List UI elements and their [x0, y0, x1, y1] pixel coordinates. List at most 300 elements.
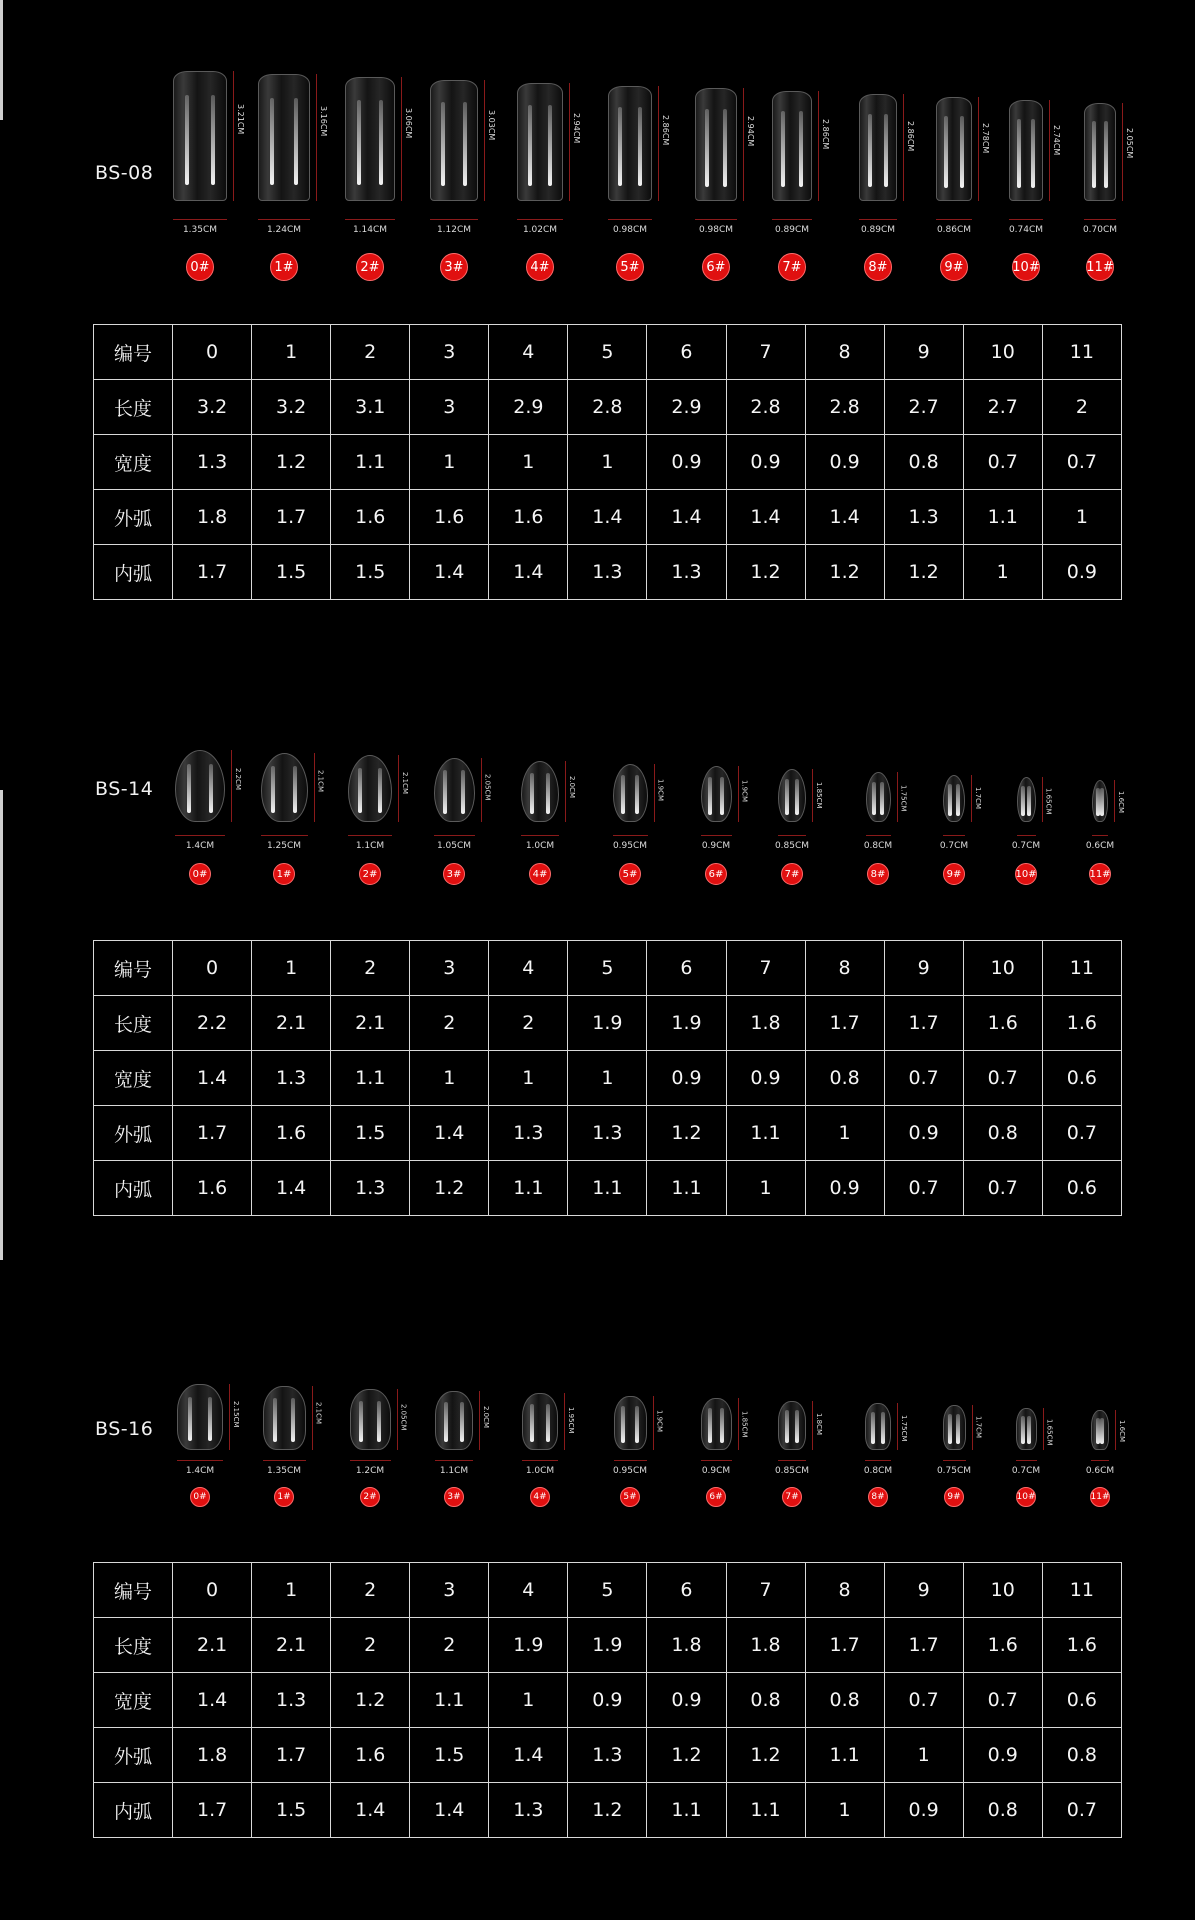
table-cell: 1.1 [726, 1783, 805, 1838]
nail-tip [838, 1380, 918, 1510]
length-label: 2.05CM [483, 774, 492, 801]
table-cell: 1.6 [489, 490, 568, 545]
table-cell: 10 [963, 1563, 1042, 1618]
table-cell: 0.9 [726, 435, 805, 490]
table-cell: 0.8 [884, 435, 963, 490]
table-row [94, 1783, 1122, 1838]
model-label: BS-16 [95, 1418, 154, 1440]
nail-tip [160, 1380, 240, 1510]
table-cell: 6 [647, 941, 726, 996]
row-label: 内弧 [94, 1783, 173, 1838]
length-label: 1.85CM [815, 782, 823, 809]
row-label: 编号 [94, 941, 173, 996]
table-cell: 0.9 [963, 1728, 1042, 1783]
table-cell: 0.9 [805, 1161, 884, 1216]
nail-tip [676, 1380, 756, 1510]
table-cell: 1.7 [173, 545, 252, 600]
width-label: 1.24CM [266, 225, 302, 235]
table-cell: 9 [884, 941, 963, 996]
table-cell: 2.8 [568, 380, 647, 435]
length-measure-line [972, 1405, 973, 1450]
table-cell: 2.9 [489, 380, 568, 435]
table-cell: 0.9 [647, 435, 726, 490]
width-label: 0.7CM [1011, 841, 1041, 851]
length-label: 2.05CM [1125, 128, 1134, 159]
length-measure-line [397, 1389, 398, 1450]
length-label: 2.1CM [401, 772, 409, 795]
length-label: 2.94CM [746, 116, 755, 147]
size-badge: 6# [706, 1487, 726, 1507]
size-badge: 8# [868, 1487, 888, 1507]
table-cell: 11 [1042, 325, 1121, 380]
nail-tip-image [177, 1384, 223, 1450]
length-label: 1.95CM [567, 1407, 575, 1434]
table-cell: 1.6 [331, 1728, 410, 1783]
row-label: 外弧 [94, 1106, 173, 1161]
width-measure-line [701, 1460, 732, 1461]
length-label: 1.75CM [899, 785, 908, 812]
width-label: 1.4CM [185, 1466, 215, 1476]
table-cell: 1 [489, 435, 568, 490]
nail-tip [590, 1380, 670, 1510]
table-cell: 1.3 [568, 545, 647, 600]
table-cell: 1.3 [568, 1106, 647, 1161]
table-cell: 0.7 [884, 1673, 963, 1728]
width-label: 0.89CM [860, 225, 896, 235]
width-label: 0.6CM [1085, 1466, 1115, 1476]
table-cell: 1.5 [331, 1106, 410, 1161]
table-cell: 0.7 [963, 1051, 1042, 1106]
table-cell: 1.4 [489, 1728, 568, 1783]
nail-tip-image [614, 1396, 647, 1450]
size-badge: 4# [526, 253, 554, 281]
size-badge: 9# [943, 863, 965, 885]
table-cell: 1.1 [805, 1728, 884, 1783]
table-cell: 4 [489, 1563, 568, 1618]
table-cell: 1.8 [726, 996, 805, 1051]
width-label: 1.02CM [522, 225, 558, 235]
size-badge: 7# [782, 1487, 802, 1507]
nail-tip-image [350, 1389, 391, 1450]
length-measure-line [229, 1384, 230, 1450]
table-cell: 1.7 [252, 490, 331, 545]
table-cell: 7 [726, 1563, 805, 1618]
table-cell: 1.7 [805, 996, 884, 1051]
row-label: 内弧 [94, 1161, 173, 1216]
size-badge: 2# [356, 253, 384, 281]
table-cell: 1 [489, 1051, 568, 1106]
length-measure-line [1043, 1408, 1044, 1450]
table-cell: 2.2 [173, 996, 252, 1051]
table-cell: 1.2 [726, 1728, 805, 1783]
table-cell: 2.1 [331, 996, 410, 1051]
width-label: 0.75CM [936, 1466, 972, 1476]
table-cell: 1.8 [726, 1618, 805, 1673]
length-label: 2.86CM [661, 115, 670, 146]
table-cell: 0.7 [884, 1051, 963, 1106]
table-cell: 1.1 [963, 490, 1042, 545]
table-cell: 1 [726, 1161, 805, 1216]
table-cell: 1.4 [726, 490, 805, 545]
table-cell: 0.7 [1042, 1783, 1121, 1838]
size-badge: 10# [1015, 863, 1037, 885]
table-cell: 1.3 [173, 435, 252, 490]
size-table [93, 1562, 1122, 1838]
width-label: 1.05CM [436, 841, 472, 851]
table-row [94, 1728, 1122, 1783]
nail-tip-image [865, 1403, 891, 1450]
table-cell: 1 [805, 1783, 884, 1838]
width-label: 1.0CM [525, 841, 555, 851]
size-badge: 2# [359, 863, 381, 885]
table-cell: 6 [647, 325, 726, 380]
nail-tip [752, 1380, 832, 1510]
table-cell: 1.1 [489, 1161, 568, 1216]
table-cell: 8 [805, 941, 884, 996]
length-label: 3.03CM [487, 110, 496, 141]
table-cell: 1 [489, 1673, 568, 1728]
table-cell: 7 [726, 325, 805, 380]
table-cell: 4 [489, 941, 568, 996]
table-cell: 0.7 [1042, 435, 1121, 490]
table-cell: 0.9 [647, 1051, 726, 1106]
model-label: BS-14 [95, 778, 154, 800]
width-label: 0.74CM [1008, 225, 1044, 235]
table-cell: 1.7 [805, 1618, 884, 1673]
table-cell: 1.3 [331, 1161, 410, 1216]
table-cell: 1.3 [884, 490, 963, 545]
row-label: 内弧 [94, 545, 173, 600]
table-cell: 1.9 [647, 996, 726, 1051]
length-label: 1.9CM [655, 1410, 664, 1433]
size-badge: 11# [1086, 253, 1114, 281]
table-row [94, 1563, 1122, 1618]
width-measure-line [865, 1460, 891, 1461]
length-label: 2.15CM [232, 1401, 240, 1428]
length-label: 2.0CM [482, 1406, 490, 1429]
table-cell: 1.5 [410, 1728, 489, 1783]
table-cell: 1.2 [805, 545, 884, 600]
width-measure-line [1091, 1460, 1109, 1461]
table-cell: 1.2 [568, 1783, 647, 1838]
table-cell: 1 [410, 435, 489, 490]
length-measure-line [312, 1386, 313, 1450]
length-label: 3.16CM [319, 106, 328, 137]
table-cell: 0.6 [1042, 1673, 1121, 1728]
size-badge: 11# [1089, 863, 1111, 885]
table-cell: 1.5 [331, 545, 410, 600]
size-badge: 1# [273, 863, 295, 885]
table-cell: 1.1 [331, 435, 410, 490]
table-cell: 2.9 [647, 380, 726, 435]
table-cell: 1 [1042, 490, 1121, 545]
table-cell: 0.6 [1042, 1051, 1121, 1106]
table-cell: 0.8 [1042, 1728, 1121, 1783]
length-measure-line [653, 1396, 654, 1450]
length-label: 2.05CM [399, 1404, 408, 1431]
table-cell: 2.7 [884, 380, 963, 435]
length-label: 2.86CM [906, 121, 915, 152]
table-cell: 1.5 [252, 1783, 331, 1838]
nail-tip [330, 1380, 410, 1510]
width-label: 1.0CM [525, 1466, 555, 1476]
table-cell: 2.1 [252, 1618, 331, 1673]
table-cell: 1.3 [252, 1051, 331, 1106]
size-badge: 2# [360, 1487, 380, 1507]
row-label: 宽度 [94, 1051, 173, 1106]
row-label: 编号 [94, 325, 173, 380]
table-cell: 1.8 [173, 1728, 252, 1783]
size-badge: 0# [190, 1487, 210, 1507]
width-label: 1.25CM [266, 841, 302, 851]
table-cell: 0.7 [1042, 1106, 1121, 1161]
table-cell: 1.3 [647, 545, 726, 600]
table-cell: 1.5 [252, 545, 331, 600]
table-cell: 1.8 [173, 490, 252, 545]
table-cell: 1.1 [331, 1051, 410, 1106]
width-label: 1.14CM [352, 225, 388, 235]
table-cell: 1.3 [489, 1106, 568, 1161]
table-cell: 1.6 [331, 490, 410, 545]
table-cell: 10 [963, 941, 1042, 996]
length-label: 1.7CM [974, 787, 982, 810]
table-cell: 2 [331, 941, 410, 996]
width-measure-line [263, 1460, 306, 1461]
table-cell: 1.2 [647, 1106, 726, 1161]
row-label: 长度 [94, 996, 173, 1051]
table-cell: 3.1 [331, 380, 410, 435]
length-label: 1.8CM [815, 1413, 823, 1436]
size-badge: 5# [616, 253, 644, 281]
table-cell: 2.8 [726, 380, 805, 435]
table-cell: 1.6 [963, 996, 1042, 1051]
table-cell: 1 [252, 325, 331, 380]
table-cell: 1.9 [568, 996, 647, 1051]
table-cell: 1.6 [963, 1618, 1042, 1673]
table-cell: 1.4 [173, 1051, 252, 1106]
size-badge: 10# [1012, 253, 1040, 281]
table-cell: 3.2 [173, 380, 252, 435]
table-cell: 1 [410, 1051, 489, 1106]
table-cell: 0.6 [1042, 1161, 1121, 1216]
table-cell: 1.4 [568, 490, 647, 545]
table-cell: 5 [568, 1563, 647, 1618]
table-cell: 1.4 [252, 1161, 331, 1216]
table-cell: 0.7 [963, 1673, 1042, 1728]
table-cell: 1.4 [410, 1783, 489, 1838]
width-label: 1.2CM [355, 1466, 385, 1476]
table-cell: 0 [173, 325, 252, 380]
length-label: 2.74CM [1052, 125, 1061, 156]
model-label: BS-08 [95, 162, 154, 184]
table-cell: 1.9 [489, 1618, 568, 1673]
table-cell: 3 [410, 325, 489, 380]
table-cell: 1.4 [173, 1673, 252, 1728]
width-label: 0.95CM [612, 841, 648, 851]
length-label: 2.94CM [572, 113, 581, 144]
table-cell: 1 [805, 1106, 884, 1161]
table-cell: 6 [647, 1563, 726, 1618]
width-label: 0.85CM [774, 841, 810, 851]
length-label: 1.9CM [740, 780, 749, 803]
table-cell: 2 [331, 325, 410, 380]
length-label: 1.6CM [1117, 791, 1125, 814]
row-label: 编号 [94, 1563, 173, 1618]
table-cell: 1.2 [647, 1728, 726, 1783]
row-label: 外弧 [94, 1728, 173, 1783]
nail-tip-image [701, 1398, 732, 1450]
table-cell: 1.7 [252, 1728, 331, 1783]
size-badge: 6# [702, 253, 730, 281]
size-badge: 4# [530, 1487, 550, 1507]
table-cell: 0.9 [568, 1673, 647, 1728]
table-cell: 1.4 [489, 545, 568, 600]
table-cell: 1.7 [884, 996, 963, 1051]
table-cell: 2 [331, 1563, 410, 1618]
size-badge: 8# [864, 253, 892, 281]
width-label: 0.8CM [863, 841, 893, 851]
nail-tip-image [778, 1401, 806, 1450]
table-cell: 2 [489, 996, 568, 1051]
length-label: 1.65CM [1045, 1419, 1054, 1446]
size-badge: 0# [189, 863, 211, 885]
table-cell: 7 [726, 941, 805, 996]
nail-tip [1060, 1380, 1140, 1510]
nail-tip-image [1091, 1410, 1109, 1450]
table-cell: 4 [489, 325, 568, 380]
nail-tip-image [1016, 1408, 1037, 1450]
size-badge: 3# [443, 863, 465, 885]
table-cell: 0.9 [1042, 545, 1121, 600]
width-measure-line [435, 1460, 473, 1461]
size-badge: 7# [778, 253, 806, 281]
table-cell: 1 [884, 1728, 963, 1783]
table-cell: 10 [963, 325, 1042, 380]
width-label: 0.98CM [612, 225, 648, 235]
width-label: 1.4CM [185, 841, 215, 851]
nail-tip-image [435, 1391, 473, 1450]
width-measure-line [778, 1460, 806, 1461]
table-cell: 5 [568, 941, 647, 996]
table-cell: 0.9 [805, 435, 884, 490]
table-cell: 1.1 [568, 1161, 647, 1216]
table-cell: 1.1 [726, 1106, 805, 1161]
table-cell: 1.3 [568, 1728, 647, 1783]
table-cell: 1.9 [568, 1618, 647, 1673]
table-cell: 1 [568, 435, 647, 490]
length-measure-line [738, 1398, 739, 1450]
length-label: 1.7CM [974, 1416, 983, 1439]
size-badge: 3# [444, 1487, 464, 1507]
table-cell: 1.6 [1042, 1618, 1121, 1673]
size-badge: 4# [529, 863, 551, 885]
width-label: 1.35CM [182, 225, 218, 235]
nail-tip-image [522, 1393, 558, 1450]
table-cell: 1.2 [884, 545, 963, 600]
width-label: 1.12CM [436, 225, 472, 235]
length-label: 1.85CM [740, 1411, 749, 1438]
table-cell: 8 [805, 1563, 884, 1618]
table-cell: 3 [410, 380, 489, 435]
width-label: 0.9CM [701, 841, 731, 851]
size-badge: 7# [781, 863, 803, 885]
table-cell: 1.8 [647, 1618, 726, 1673]
table-cell: 1.6 [173, 1161, 252, 1216]
size-badge: 5# [619, 863, 641, 885]
width-label: 0.98CM [698, 225, 734, 235]
table-row [94, 1618, 1122, 1673]
row-label: 长度 [94, 380, 173, 435]
table-cell: 0.8 [726, 1673, 805, 1728]
length-measure-line [1115, 1410, 1116, 1450]
table-cell: 2 [331, 1618, 410, 1673]
nail-tip-image [943, 1405, 966, 1450]
nail-tip [986, 1380, 1066, 1510]
table-cell: 0.9 [726, 1051, 805, 1106]
table-cell: 11 [1042, 1563, 1121, 1618]
length-label: 3.06CM [404, 108, 413, 139]
table-cell: 1.4 [805, 490, 884, 545]
width-label: 0.89CM [774, 225, 810, 235]
table-cell: 1.3 [252, 1673, 331, 1728]
width-measure-line [1016, 1460, 1037, 1461]
row-label: 宽度 [94, 435, 173, 490]
width-label: 0.86CM [936, 225, 972, 235]
table-cell: 0.9 [884, 1106, 963, 1161]
length-label: 1.6CM [1118, 1420, 1126, 1443]
table-cell: 1.1 [647, 1783, 726, 1838]
table-cell: 3 [410, 1563, 489, 1618]
table-cell: 1.4 [647, 490, 726, 545]
table-row [94, 1673, 1122, 1728]
table-cell: 1.7 [173, 1106, 252, 1161]
size-badge: 3# [440, 253, 468, 281]
width-measure-line [350, 1460, 391, 1461]
row-label: 外弧 [94, 490, 173, 545]
table-cell: 11 [1042, 941, 1121, 996]
nail-tip-row [160, 1380, 1150, 1510]
length-label: 2.1CM [314, 1402, 323, 1425]
size-badge: 8# [867, 863, 889, 885]
row-label: 长度 [94, 1618, 173, 1673]
table-cell: 0 [173, 941, 252, 996]
row-label: 宽度 [94, 1673, 173, 1728]
table-cell: 0.7 [963, 1161, 1042, 1216]
table-cell: 0.9 [647, 1673, 726, 1728]
width-label: 0.6CM [1085, 841, 1115, 851]
table-cell: 9 [884, 325, 963, 380]
table-cell: 0.7 [884, 1161, 963, 1216]
nail-tip [914, 1380, 994, 1510]
table-cell: 1.7 [173, 1783, 252, 1838]
table-cell: 0 [173, 1563, 252, 1618]
width-measure-line [614, 1460, 647, 1461]
table-cell: 1.2 [331, 1673, 410, 1728]
length-label: 2.78CM [981, 123, 990, 154]
table-cell: 1.2 [252, 435, 331, 490]
width-label: 0.95CM [612, 1466, 648, 1476]
width-label: 0.8CM [863, 1466, 893, 1476]
table-cell: 1.2 [726, 545, 805, 600]
table-cell: 1 [963, 545, 1042, 600]
length-label: 2.2CM [234, 768, 242, 791]
table-cell: 1.6 [252, 1106, 331, 1161]
table-cell: 2 [410, 1618, 489, 1673]
table-cell: 1.6 [410, 490, 489, 545]
table-cell: 0.8 [805, 1673, 884, 1728]
table-cell: 1.3 [489, 1783, 568, 1838]
table-cell: 3.2 [252, 380, 331, 435]
